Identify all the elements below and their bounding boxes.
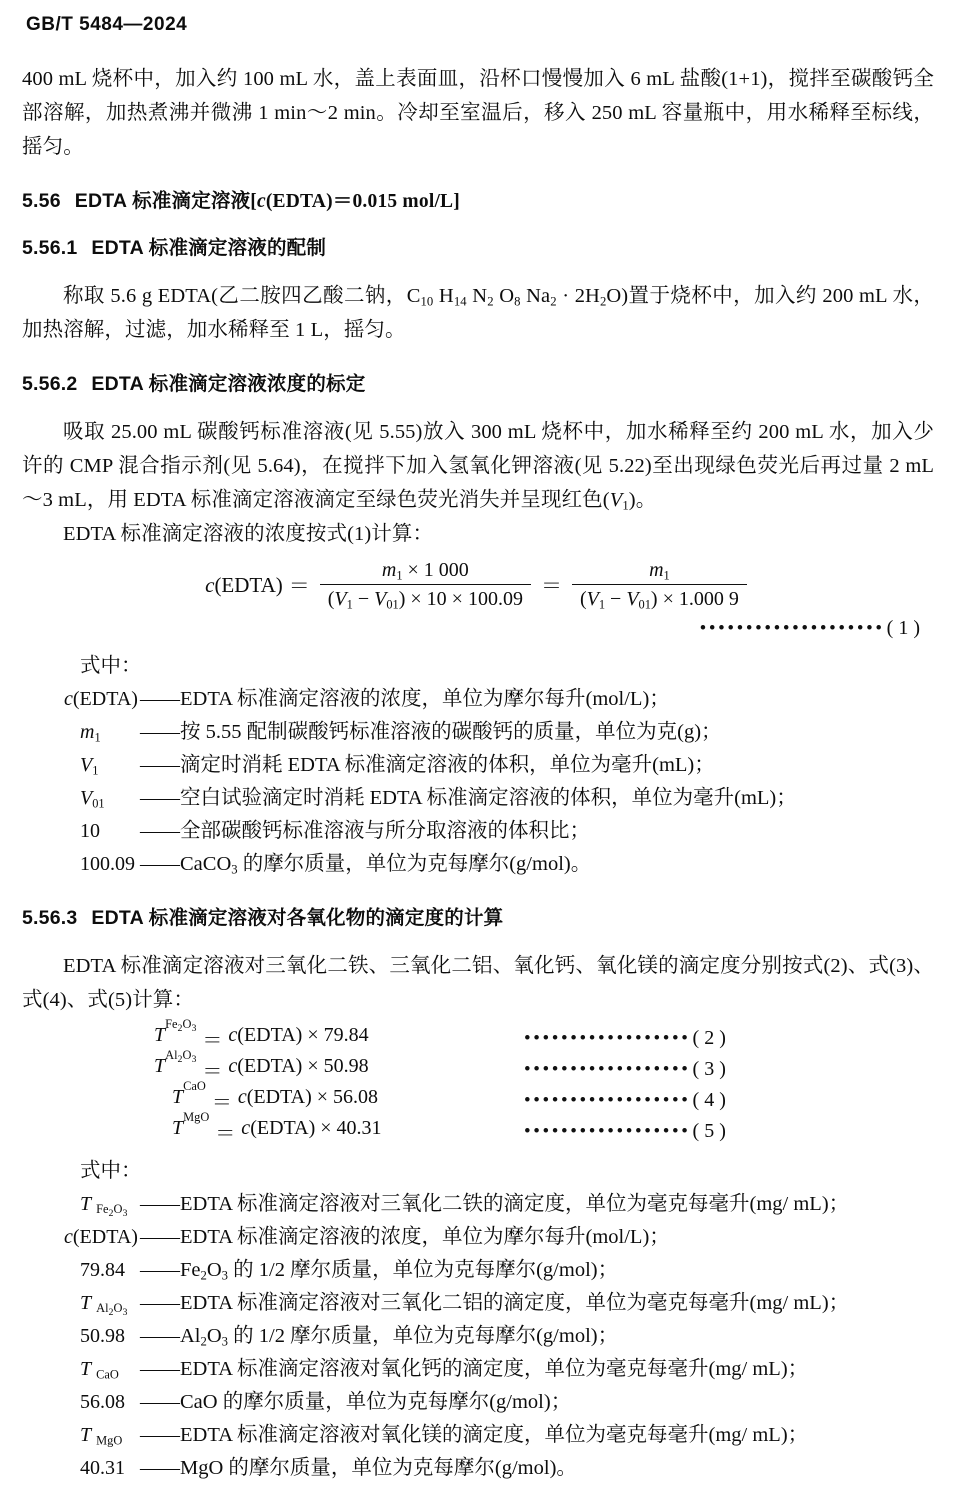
em-dash-icon: ——: [140, 754, 179, 776]
formula-1: [22, 559, 934, 611]
definition-symbol: T $_{MgO}$: [80, 1424, 123, 1448]
em-dash-icon: ——: [140, 1292, 179, 1314]
definition-row: [22, 749, 934, 782]
leader-dots-formula-4: ••••••••••••••••••: [524, 1090, 691, 1111]
definition-symbol: T $_{CaO}$: [80, 1358, 119, 1382]
definition-text: EDTA 标准滴定溶液对氧化钙的滴定度，单位为毫克每毫升(mg/ mL)；: [180, 1358, 809, 1380]
definition-row: [22, 1221, 934, 1254]
equation-5-expression: T MgO ＝ c (EDTA) × 40.31: [172, 1110, 382, 1145]
definition-list-formula-2-5: [22, 1155, 934, 1485]
definition-symbol: $V_{01}$: [80, 787, 105, 811]
equation-line: [22, 1110, 934, 1147]
equation-line: [22, 1079, 934, 1116]
paragraph-intro-continued: 400 mL 烧杯中，加入约 100 mL 水，盖上表面皿，沿杯口慢慢加入 6 mL 盐酸(1+1)，搅拌至碳酸钙全部溶解，加热煮沸并微沸 1 min～2 min。冷却至室温后，移入 250 mL 容量瓶中，用水稀释至标线，摇匀。: [22, 68, 934, 158]
definition-row: [22, 716, 934, 749]
definition-row: [22, 815, 934, 848]
equation-line: [22, 1048, 934, 1085]
heading-5-56: [22, 186, 934, 217]
definition-row: [22, 1320, 934, 1353]
em-dash-icon: ——: [140, 1358, 179, 1380]
leader-dots-formula-3: ••••••••••••••••••: [524, 1059, 691, 1080]
formula-1-numerator-2: $m_1$: [649, 559, 670, 583]
heading-5-56-2-title: EDTA 标准滴定溶液浓度的标定: [91, 373, 366, 395]
definition-symbol: 40.31: [80, 1457, 125, 1479]
em-dash-icon: ——: [140, 1391, 179, 1413]
equation-3-number: ( 3 ): [692, 1058, 726, 1080]
definition-text: $Al_2O_3$ 的 1/2 摩尔质量，单位为克每摩尔(g/mol)；: [180, 1325, 619, 1349]
formula-1-denominator-1: $(V_1 - V_{01}) \times 10 \times 100.09$: [320, 584, 531, 611]
leader-dots-formula-5: ••••••••••••••••••: [524, 1121, 691, 1142]
equation-5-number: ( 5 ): [692, 1120, 726, 1142]
definition-text: $Fe_2O_3$ 的 1/2 摩尔质量，单位为克每摩尔(g/mol)；: [180, 1259, 619, 1283]
definition-text: 按 5.55 配制碳酸钙标准溶液的碳酸钙的质量，单位为克(g)；: [180, 721, 722, 743]
paragraph-5-56-3-body: EDTA 标准滴定溶液对三氧化二铁、三氧化二铝、氧化钙、氧化镁的滴定度分别按式(2)、式(3)、式(4)、式(5)计算：: [22, 955, 934, 1011]
definition-symbol: c(EDTA): [64, 1226, 138, 1248]
definition-row: [22, 1452, 934, 1485]
definition-row: [22, 1419, 934, 1452]
heading-5-56-title: EDTA 标准滴定溶液: [74, 190, 251, 212]
equation-4-number: ( 4 ): [692, 1089, 726, 1111]
definition-text: 滴定时消耗 EDTA 标准滴定溶液的体积，单位为毫升(mL)；: [180, 754, 715, 776]
definition-text: EDTA 标准滴定溶液对三氧化二铝的滴定度，单位为毫克每毫升(mg/ mL)；: [180, 1292, 850, 1314]
definition-text: EDTA 标准滴定溶液对氧化镁的滴定度，单位为毫克每毫升(mg/ mL)；: [180, 1424, 809, 1446]
definition-row: [22, 848, 934, 881]
em-dash-icon: ——: [140, 1193, 179, 1215]
em-dash-icon: ——: [140, 1259, 179, 1281]
definition-row: [22, 683, 934, 716]
definition-text: 空白试验滴定时消耗 EDTA 标准滴定溶液的体积，单位为毫升(mL)；: [180, 787, 797, 809]
equation-2-number-line: [452, 1027, 934, 1050]
formula-1-denominator-2: $(V_1 - V_{01}) \times 1.000$ 9: [572, 584, 747, 611]
formula-1-fraction-right: [572, 559, 747, 611]
definition-symbol: 10: [80, 820, 100, 842]
definition-row: [22, 1353, 934, 1386]
equation-2-number: ( 2 ): [692, 1027, 726, 1049]
em-dash-icon: ——: [140, 820, 179, 842]
em-dash-icon: ——: [140, 1424, 179, 1446]
em-dash-icon: ——: [140, 721, 179, 743]
heading-5-56-number: 5.56: [22, 190, 61, 212]
paragraph-5-56-2-body: 吸取 25.00 mL 碳酸钙标准溶液(见 5.55)放入 300 mL 烧杯中，加水稀释至约 200 mL 水，加入少许的 CMP 混合指示剂(见 5.64)，在搅拌下加入氢氧化钾溶液(见 5.22)至出现绿色荧光后再过量 2 mL～3 mL，用 EDTA 标准滴定溶液滴定至绿色荧光消失并呈现红色$(V_1)$。: [22, 421, 934, 513]
page-content: [22, 62, 934, 1485]
formula-1-number-line: [22, 617, 934, 640]
definition-label-1: 式中：: [80, 655, 142, 677]
equation-group-2-5: [22, 1017, 934, 1147]
definition-symbol: T $_{Al_2O_3}$: [80, 1292, 128, 1319]
definition-symbol: 79.84: [80, 1259, 125, 1281]
heading-5-56-1-title: EDTA 标准滴定溶液的配制: [91, 237, 327, 259]
equation-2-expression: T $Fe_2O_3$ ＝ c (EDTA) × 79.84: [154, 1017, 369, 1052]
definition-list-formula-1: [22, 650, 934, 881]
heading-5-56-2-number: 5.56.2: [22, 373, 78, 395]
definition-row: [22, 1254, 934, 1287]
definition-label-2: 式中：: [80, 1160, 142, 1182]
em-dash-icon: ——: [140, 1325, 179, 1347]
heading-5-56-3-number: 5.56.3: [22, 907, 78, 929]
formula-1-lead: EDTA 标准滴定溶液的浓度按式(1)计算：: [63, 523, 434, 545]
formula-1-number: ( 1 ): [886, 617, 920, 639]
heading-5-56-2: [22, 369, 934, 399]
leader-dots-formula-1: ••••••••••••••••••••: [699, 618, 885, 639]
definition-text: EDTA 标准滴定溶液的浓度，单位为摩尔每升(mol/L)；: [180, 1226, 670, 1248]
em-dash-icon: ——: [140, 853, 179, 875]
equation-4-expression: T CaO ＝ c (EDTA) × 56.08: [172, 1079, 379, 1114]
definition-text: EDTA 标准滴定溶液对三氧化二铁的滴定度，单位为毫克每毫升(mg/ mL)；: [180, 1193, 850, 1215]
heading-5-56-bracket: [c(EDTA)＝0.015 mol/L]: [250, 191, 460, 212]
em-dash-icon: ——: [140, 1457, 179, 1479]
definition-symbol: $V_1$: [80, 754, 99, 778]
em-dash-icon: ——: [140, 688, 179, 710]
definition-row: [22, 1188, 934, 1221]
definition-symbol: $m_1$: [80, 721, 101, 745]
definition-symbol: T $_{Fe_2O_3}$: [80, 1193, 128, 1220]
paragraph-5-56-1-body: 称取 5.6 g EDTA(乙二胺四乙酸二钠，$C_{10}$ $H_{14}$ $N_2$ $O_8$ $Na_2 \cdot 2H_2O$)置于烧杯中，加入约 200 mL 水，加热溶解，过滤，加水稀释至 1 L，摇匀。: [22, 285, 934, 341]
definition-row: [22, 782, 934, 815]
definition-row: [22, 1386, 934, 1419]
formula-1-numerator-1: $m_1 \times 1$ 000: [381, 559, 469, 583]
equation-5-number-line: [452, 1120, 934, 1143]
definition-text: CaO 的摩尔质量，单位为克每摩尔(g/mol)；: [180, 1391, 572, 1413]
equation-4-number-line: [452, 1089, 934, 1112]
definition-text: 全部碳酸钙标准溶液与所分取溶液的体积比；: [180, 820, 590, 842]
formula-1-expression: c (EDTA) ＝ $\frac{m_1 \times 1 000}{(V_1 - V_{01}) \times 10 \times 100.09}$ ＝ $\frac{m_1}{(V_1 - V_{01}) \times 1.000 9}$: [205, 559, 751, 611]
em-dash-icon: ——: [140, 1226, 179, 1248]
page-header-standard-number: GB/T 5484—2024: [26, 14, 188, 35]
definition-text: MgO 的摩尔质量，单位为克每摩尔(g/mol)。: [180, 1457, 577, 1479]
equation-3-number-line: [452, 1058, 934, 1081]
definition-row: [22, 1287, 934, 1320]
heading-5-56-3-title: EDTA 标准滴定溶液对各氧化物的滴定度的计算: [91, 907, 504, 929]
definition-text: EDTA 标准滴定溶液的浓度，单位为摩尔每升(mol/L)；: [180, 688, 670, 710]
definition-text: CaCO$_3$ 的摩尔质量，单位为克每摩尔(g/mol)。: [180, 853, 592, 877]
equation-line: [22, 1017, 934, 1054]
definition-symbol: c(EDTA): [64, 688, 138, 710]
equation-3-expression: T $Al_2O_3$ ＝ c (EDTA) × 50.98: [154, 1048, 369, 1083]
definition-symbol: 100.09: [80, 853, 135, 875]
definition-symbol: 50.98: [80, 1325, 125, 1347]
heading-5-56-3: [22, 903, 934, 933]
formula-1-fraction-left: [320, 559, 531, 611]
leader-dots-formula-2: ••••••••••••••••••: [524, 1028, 691, 1049]
heading-5-56-1-number: 5.56.1: [22, 237, 78, 259]
heading-5-56-1: [22, 233, 934, 263]
definition-symbol: 56.08: [80, 1391, 125, 1413]
em-dash-icon: ——: [140, 787, 179, 809]
